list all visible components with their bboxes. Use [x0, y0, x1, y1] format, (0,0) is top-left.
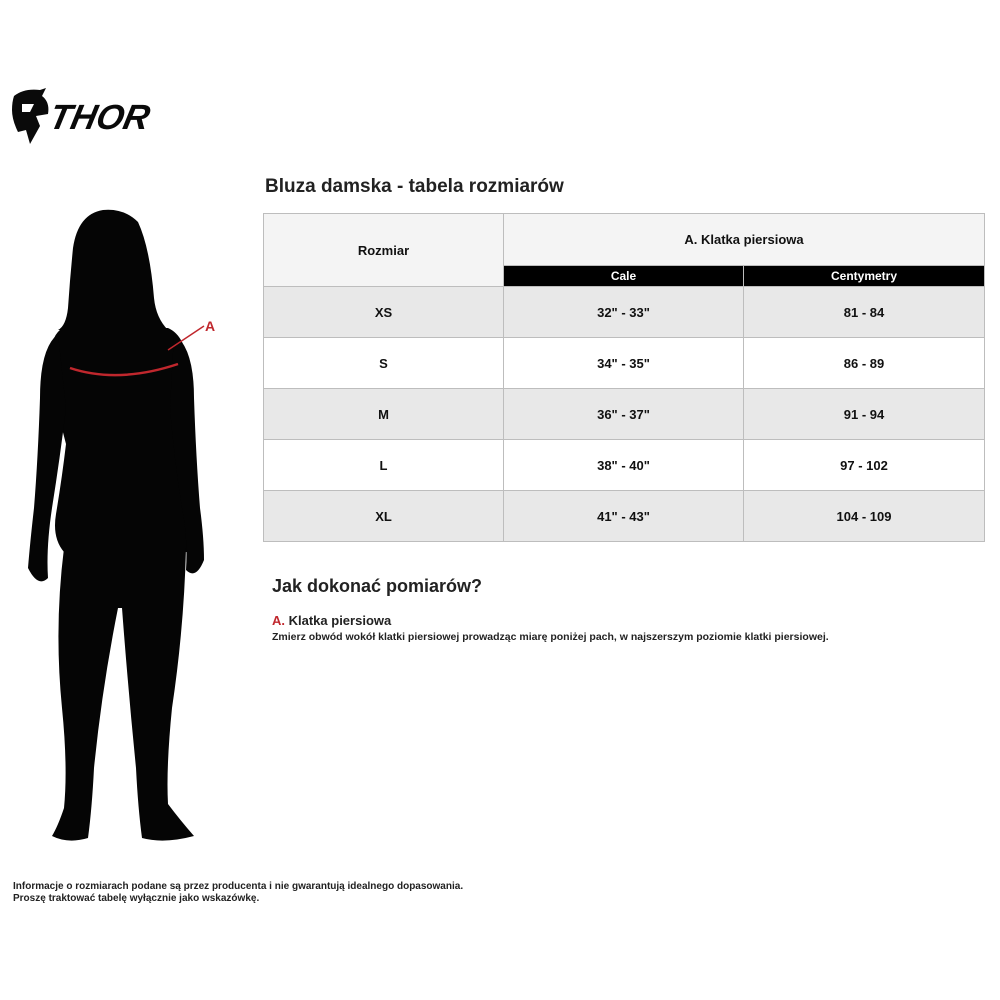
inches-cell: 41" - 43" — [504, 491, 744, 542]
woman-silhouette-figure — [18, 208, 243, 853]
table-row — [264, 389, 985, 440]
cm-cell: 91 - 94 — [744, 389, 985, 440]
brand-wordmark: THOR — [45, 98, 154, 137]
cm-cell: 81 - 84 — [744, 287, 985, 338]
measurement-title — [272, 613, 391, 628]
page-title: Bluza damska - tabela rozmiarów — [265, 176, 564, 197]
measurement-name: Klatka piersiowa — [288, 613, 392, 628]
table-row — [264, 440, 985, 491]
inches-cell: 32" - 33" — [504, 287, 744, 338]
inches-cell: 36" - 37" — [504, 389, 744, 440]
chest-group-header: A. Klatka piersiowa — [504, 214, 985, 266]
size-cell: XL — [264, 491, 504, 542]
measurement-description: Zmierz obwód wokół klatki piersiowej prowadząc miarę poniżej pach, w najszerszym poziomie klatki piersiowej. — [272, 631, 829, 643]
measurement-letter: A. — [272, 613, 285, 628]
size-cell: S — [264, 338, 504, 389]
table-row — [264, 338, 985, 389]
thor-logo — [10, 86, 185, 148]
cm-subheader: Centymetry — [744, 266, 985, 287]
disclaimer-line: Proszę traktować tabelę wyłącznie jako wskazówkę. — [13, 893, 260, 904]
inches-subheader: Cale — [504, 266, 744, 287]
cm-cell: 104 - 109 — [744, 491, 985, 542]
disclaimer-line: Informacje o rozmiarach podane są przez producenta i nie gwarantują idealnego dopasowania. — [13, 881, 464, 892]
table-row — [264, 491, 985, 542]
inches-cell: 38" - 40" — [504, 440, 744, 491]
table-row — [264, 287, 985, 338]
disclaimer — [13, 881, 463, 905]
size-cell: XS — [264, 287, 504, 338]
howto-heading: Jak dokonać pomiarów? — [272, 576, 483, 596]
size-cell: M — [264, 389, 504, 440]
size-table — [263, 213, 985, 542]
inches-cell: 34" - 35" — [504, 338, 744, 389]
cm-cell: 86 - 89 — [744, 338, 985, 389]
marker-label-a: A — [205, 318, 216, 334]
size-cell: L — [264, 440, 504, 491]
cm-cell: 97 - 102 — [744, 440, 985, 491]
size-column-header: Rozmiar — [264, 214, 504, 287]
